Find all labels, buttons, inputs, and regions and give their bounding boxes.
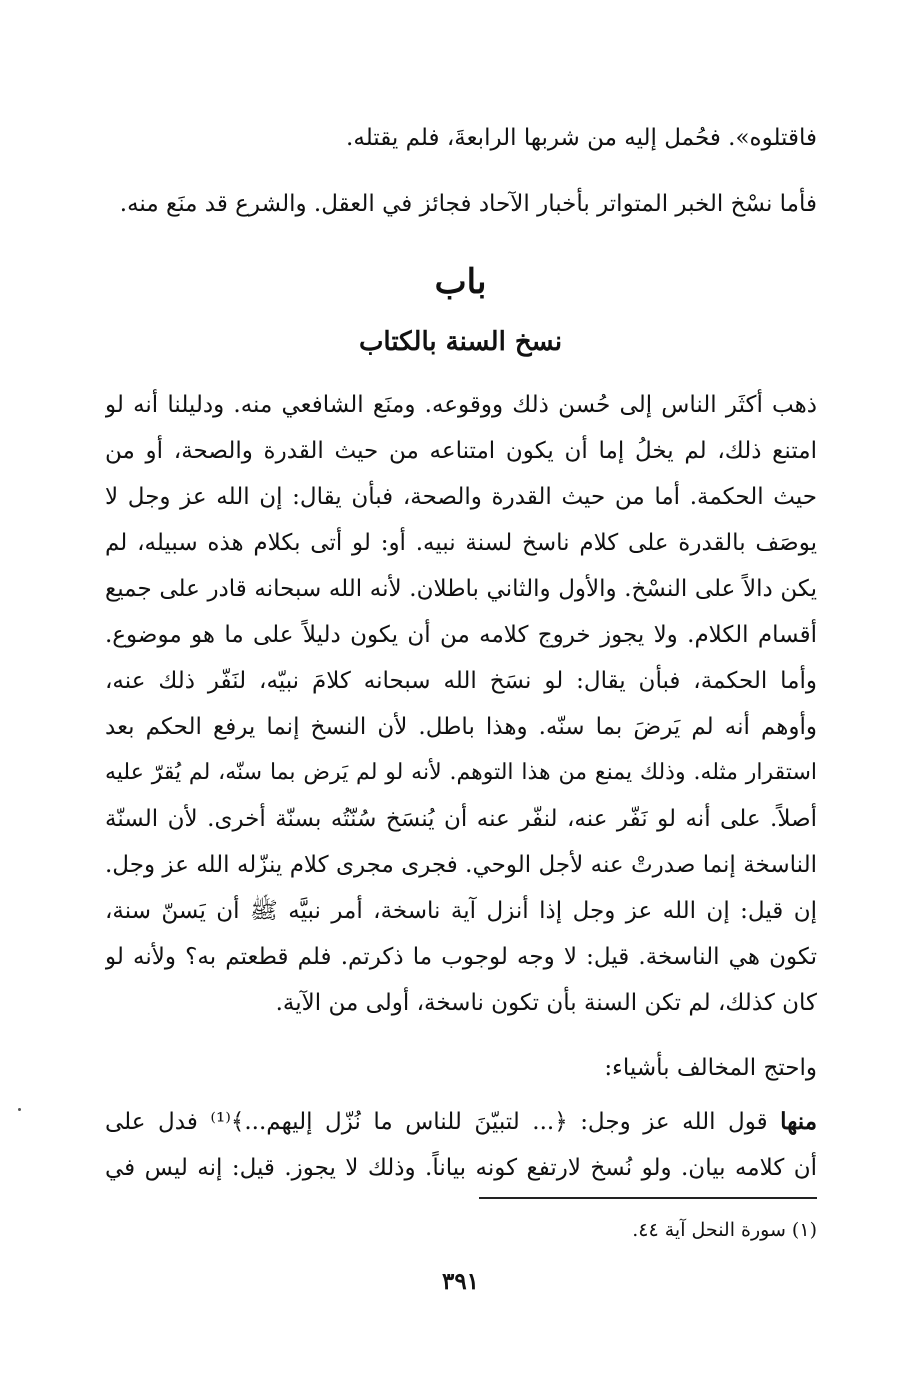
- body-line: وأما الحكمة، فبأن يقال: لو نسَخ الله سبحانه كلامَ نبيّه، لنَفّر ذلك عنه،: [105, 668, 817, 694]
- argument-intro: واحتج المخالف بأشياء:: [604, 1055, 817, 1081]
- intro-line-2: فأما نسْخ الخبر المتواتر بأخبار الآحاد فجائز في العقل. والشرع قد منَع منه.: [119, 191, 817, 217]
- body-line: امتنع ذلك، لم يخلُ إما أن يكون امتناعه من حيث القدرة والصحة، أو من: [105, 438, 817, 464]
- body-line: إن قيل: إن الله عز وجل إذا أنزل آية ناسخة، أمر نبيَّه ﷺ أن يَسنّ سنة،: [105, 898, 817, 924]
- body-line: الناسخة إنما صدرتْ عنه لأجل الوحي. فجرى مجرى كلام ينزّله الله عز وجل.: [105, 852, 817, 878]
- body-line: استقرار مثله. وذلك يمنع من هذا التوهم. لأنه لو لم يَرض بما سنّه، لم يُقرّ عليه: [105, 760, 817, 785]
- page-number: ٣٩١: [441, 1268, 480, 1295]
- body-line: أقسام الكلام. ولا يجوز خروج كلامه من أن يكون دليلاً على ما هو موضوع.: [105, 622, 817, 648]
- body-line: كان كذلك، لم تكن السنة بأن تكون ناسخة، أولى من الآية.: [275, 990, 817, 1016]
- argument-line-1: [105, 1102, 817, 1142]
- argument-line-1-text: قول الله عز وجل: ﴿... لتبيّنَ للناس ما نُزّل إليهم...﴾⁽¹⁾ فدل على: [105, 1109, 768, 1135]
- chapter-heading: باب: [434, 262, 487, 302]
- scan-speck: [18, 1108, 21, 1111]
- body-line: تكون هي الناسخة. قيل: لا وجه لوجوب ما ذكرتم. فلم قطعتم به؟ ولأنه لو: [105, 944, 817, 970]
- body-line: يكن دالاً على النسْخ. والأول والثاني باطلان. لأنه الله سبحانه قادر على جميع: [105, 576, 817, 602]
- argument-line-2: أن كلامه بيان. ولو نُسخ لارتفع كونه بياناً. وذلك لا يجوز. قيل: إنه ليس في: [105, 1155, 817, 1181]
- body-line: ذهب أكثَر الناس إلى حُسن ذلك ووقوعه. ومنَع الشافعي منه. ودليلنا أنه لو: [105, 392, 817, 418]
- body-line: وأوهم أنه لم يَرضَ بما سنّه. وهذا باطل. لأن النسخ إنما يرفع الحكم بعد: [105, 714, 817, 740]
- body-line: أصلاً. على أنه لو نَفّر عنه، لنفّر عنه أن يُنسَخ سُنّتُه بسنّة أخرى. لأن السنّة: [105, 806, 817, 832]
- footnote: (١) سورة النحل آية ٤٤.: [632, 1219, 817, 1241]
- intro-line-1: فاقتلوه». فحُمل إليه من شربها الرابعةَ، فلم يقتله.: [346, 125, 817, 151]
- chapter-subheading: نسخ السنة بالكتاب: [358, 327, 563, 357]
- body-line: حيث الحكمة. أما من حيث القدرة والصحة، فبأن يقال: إن الله عز وجل لا: [105, 484, 817, 510]
- argument-lead: منها: [780, 1108, 817, 1135]
- footnote-divider: [479, 1197, 817, 1199]
- body-line: يوصَف بالقدرة على كلام ناسخ لسنة نبيه. أو: لو أتى بكلام هذه سبيله، لم: [105, 530, 817, 556]
